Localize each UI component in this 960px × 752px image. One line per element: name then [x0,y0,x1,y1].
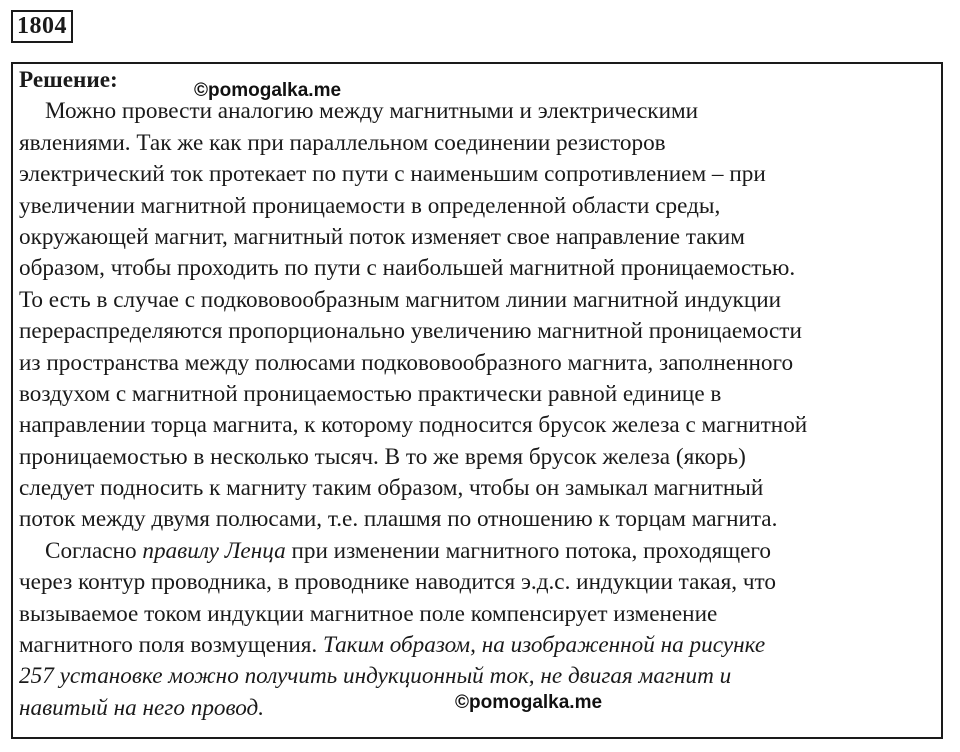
text-line: из пространства между полюсами подкововообразного магнита, заполненного [19,349,794,376]
text-line: через контур проводника, в проводнике наводится э.д.с. индукции такая, что [19,569,776,596]
watermark-top: ©pomogalka.me [194,80,342,101]
solution-text [19,65,949,724]
text-line: проницаемостью в несколько тысяч. В то же время брусок железа (якорь) [19,443,746,470]
text-line: Можно провести аналогию между магнитными и электрическими [45,98,699,125]
text-span: при изменении магнитного потока, проходящего [285,537,771,564]
conclusion-italic: 257 установке можно получить индукционный ток, не двигая магнит и [19,663,732,690]
text-line: направлении торца магнита, к которому подносится брусок железа с магнитной [19,412,808,439]
text-line: следует подносить к магниту таким образом, чтобы он замыкал магнитный [19,475,764,502]
text-line: То есть в случае с подкововообразным магнитом линии магнитной индукции [19,286,782,313]
problem-number: 1804 [11,10,73,43]
lenz-rule-term: правилу Ленца [142,537,286,564]
text-line: окружающей магнит, магнитный поток изменяет свое направление таким [19,223,745,250]
text-line: электрический ток протекает по пути с наименьшим сопротивлением – при [19,161,766,188]
text-line: увеличении магнитной проницаемости в определенной области среды, [19,192,721,219]
conclusion-italic: Таким образом, на изображенной на рисунке [323,632,766,659]
text-span: Согласно [45,537,143,564]
text-line: вызываемое током индукции магнитное поле компенсирует изменение [19,600,718,627]
text-line: явлениями. Так же как при параллельном соединении резисторов [19,129,666,156]
text-line: перераспределяются пропорционально увеличению магнитной проницаемости [19,318,802,345]
text-line [19,630,949,661]
text-line: поток между двумя полюсами, т.е. плашмя по отношению к торцам магнита. [19,506,778,533]
text-span: магнитного поля возмущения. [19,632,324,659]
watermark-bottom: ©pomogalka.me [455,692,603,713]
text-line: образом, чтобы проходить по пути с наибольшей магнитной проницаемостью. [19,255,796,282]
text-line: воздухом с магнитной проницаемостью практически равной единице в [19,380,722,407]
text-line [19,536,949,567]
solution-heading: Решение: [19,67,118,93]
conclusion-italic: навитый на него провод. [19,694,265,721]
